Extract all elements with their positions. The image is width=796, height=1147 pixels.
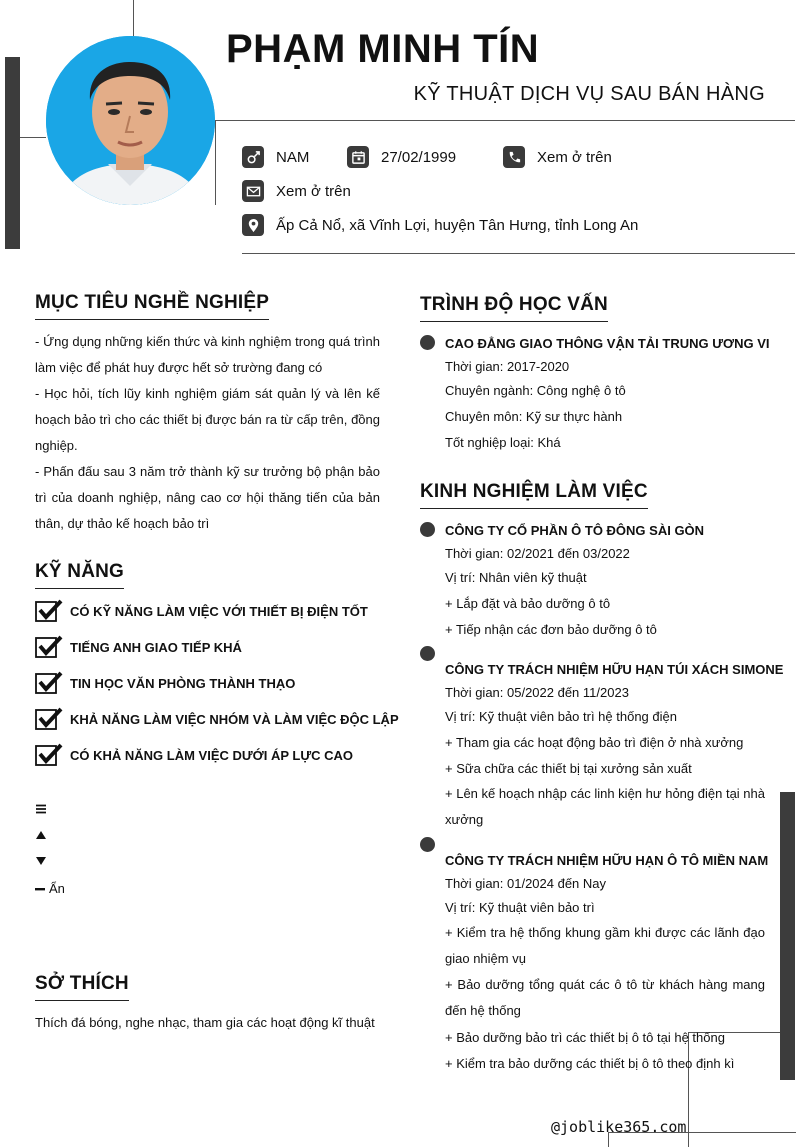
objective-text: - Ứng dụng những kiến thức và kinh nghiệm trong quá trình làm việc để phát huy được hết sở trường đang có - Học hỏi, tích lũy kinh nghiệm giám sát quản lý và lên kế hoạch bảo trì cho các thiết bị được bán ra từ cấp trên, đồng nghiệp. - Phấn đấu sau 3 năm trở thành kỹ sư trưởng bộ phận bảo trì của doanh nghiệp, nâng cao cơ hội thăng tiến của bản thân, dự thảo kế hoạch bảo trì xyxy=(35,334,380,531)
company-name: CÔNG TY TRÁCH NHIỆM HỮU HẠN Ô TÔ MIỀN NAM xyxy=(445,853,769,868)
section-title-hobbies: SỞ THÍCH xyxy=(35,973,129,1001)
job-task: + Kiểm tra bảo dưỡng các thiết bị ô tô theo định kì xyxy=(445,1056,735,1071)
checkbox-checked-icon xyxy=(35,743,63,767)
section-title-objective: MỤC TIÊU NGHỀ NGHIỆP xyxy=(35,292,269,320)
job-time: Thời gian: 02/2021 đến 03/2022 xyxy=(445,546,630,561)
hide-button[interactable] xyxy=(35,881,65,896)
header-divider xyxy=(215,120,795,121)
job-task: + Tham gia các hoạt động bảo trì điện ở nhà xưởng xyxy=(445,735,744,750)
checkbox-checked-icon xyxy=(35,707,63,731)
education-line: Chuyên ngành: Công nghệ ô tô xyxy=(445,383,626,398)
phone-value: Xem ở trên xyxy=(537,148,612,166)
right-accent-bar xyxy=(780,792,795,1080)
job-task: + Lên kế hoạch nhập các linh kiện hư hỏng điện tại nhà xưởng xyxy=(445,786,765,827)
left-accent-bar xyxy=(5,57,20,249)
checkbox-checked-icon xyxy=(35,671,63,695)
skill-item xyxy=(35,743,353,767)
section-title-skills: KỸ NĂNG xyxy=(35,561,124,589)
job-position: Vị trí: Nhân viên kỹ thuật xyxy=(445,570,587,585)
job-title: KỸ THUẬT DỊCH VỤ SAU BÁN HÀNG xyxy=(413,83,765,105)
company-name: CÔNG TY CỔ PHẦN Ô TÔ ĐÔNG SÀI GÒN xyxy=(445,523,705,538)
menu-icon[interactable] xyxy=(35,803,47,815)
education-line: Tốt nghiệp loại: Khá xyxy=(445,435,561,450)
birthday-row xyxy=(347,146,456,168)
gender-icon xyxy=(242,146,264,168)
skill-label: TIẾNG ANH GIAO TIẾP KHÁ xyxy=(70,639,242,655)
timeline-dot xyxy=(420,335,435,350)
job-position: Vị trí: Kỹ thuật viên bảo trì xyxy=(445,900,595,915)
phone-row xyxy=(503,146,612,168)
checkbox-checked-icon xyxy=(35,599,63,623)
avatar xyxy=(46,36,215,205)
skill-item xyxy=(35,707,399,731)
decor-line xyxy=(133,0,134,36)
checkbox-checked-icon xyxy=(35,635,63,659)
phone-icon xyxy=(503,146,525,168)
calendar-icon xyxy=(347,146,369,168)
job-task: + Kiểm tra hệ thống khung gầm khi được các lãnh đạo giao nhiệm vụ xyxy=(445,925,765,966)
move-down-icon[interactable] xyxy=(35,855,47,867)
portrait-photo xyxy=(46,36,215,205)
timeline-dot xyxy=(420,837,435,852)
skill-label: CÓ KHẢ NĂNG LÀM VIỆC DƯỚI ÁP LỰC CAO xyxy=(70,747,354,763)
company-name: CÔNG TY TRÁCH NHIỆM HỮU HẠN TÚI XÁCH SIMONE xyxy=(445,662,784,677)
decor-line xyxy=(20,137,46,138)
education-line: Thời gian: 2017-2020 xyxy=(445,359,570,374)
job-task: + Tiếp nhận các đơn bảo dưỡng ô tô xyxy=(445,622,657,637)
timeline-dot xyxy=(420,646,435,661)
decor-line xyxy=(215,120,216,205)
email-value: Xem ở trên xyxy=(276,182,351,200)
gender-row xyxy=(242,146,309,168)
job-position: Vị trí: Kỹ thuật viên bảo trì hệ thống điện xyxy=(445,709,677,724)
job-task: + Lắp đặt và bảo dưỡng ô tô xyxy=(445,596,611,611)
candidate-name: PHẠM MINH TÍN xyxy=(226,27,540,71)
job-time: Thời gian: 01/2024 đến Nay xyxy=(445,876,607,891)
job-task: + Bảo dưỡng bảo trì các thiết bị ô tô tại hệ thống xyxy=(445,1030,725,1045)
school-name: CAO ĐẲNG GIAO THÔNG VẬN TẢI TRUNG ƯƠNG VI xyxy=(445,336,770,351)
address-row xyxy=(242,214,638,236)
education-line: Chuyên môn: Kỹ sư thực hành xyxy=(445,409,623,424)
section-title-experience: KINH NGHIỆM LÀM VIỆC xyxy=(420,481,648,509)
skill-item xyxy=(35,671,295,695)
email-icon xyxy=(242,180,264,202)
skill-label: CÓ KỸ NĂNG LÀM VIỆC VỚI THIẾT BỊ ĐIỆN TỐT xyxy=(70,603,368,619)
gender-value: NAM xyxy=(276,148,310,166)
section-title-education: TRÌNH ĐỘ HỌC VẤN xyxy=(420,294,608,322)
decor-line xyxy=(688,1032,689,1147)
brand-watermark: @joblike365.com xyxy=(551,1118,687,1136)
info-divider xyxy=(242,253,795,254)
email-row xyxy=(242,180,351,202)
timeline-dot xyxy=(420,522,435,537)
skill-label: TIN HỌC VĂN PHÒNG THÀNH THẠO xyxy=(70,675,296,691)
skill-item xyxy=(35,635,242,659)
job-time: Thời gian: 05/2022 đến 11/2023 xyxy=(445,685,629,700)
hobbies-text: Thích đá bóng, nghe nhạc, tham gia các hoạt động kĩ thuật xyxy=(35,1015,375,1030)
minus-icon xyxy=(35,883,46,895)
job-task: + Bảo dưỡng tổng quát các ô tô từ khách hàng mang đến hệ thống xyxy=(445,977,765,1018)
job-task: + Sữa chữa các thiết bị tại xưởng sản xuất xyxy=(445,761,692,776)
skill-item xyxy=(35,599,368,623)
location-pin-icon xyxy=(242,214,264,236)
address-value: Ấp Cả Nổ, xã Vĩnh Lợi, huyện Tân Hưng, tỉnh Long An xyxy=(276,216,639,234)
hide-label: Ẩn xyxy=(49,881,65,896)
skill-label: KHẢ NĂNG LÀM VIỆC NHÓM VÀ LÀM VIỆC ĐỘC LẬP xyxy=(70,711,399,727)
move-up-icon[interactable] xyxy=(35,829,47,841)
birthday-value: 27/02/1999 xyxy=(381,148,457,166)
